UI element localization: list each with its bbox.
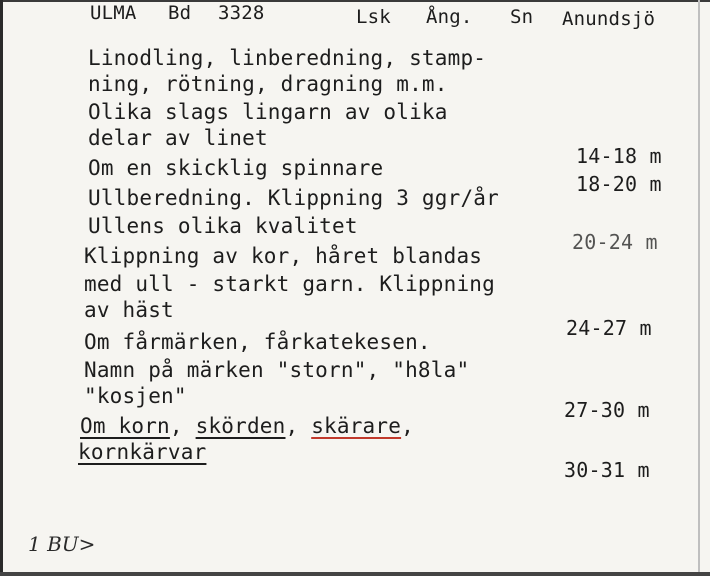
header-code: ULMA [90, 2, 137, 24]
body-line: Namn på märken "storn", "h8la" [84, 358, 470, 382]
body-line: Ullberedning. Klippning 3 ggr/år [88, 186, 499, 210]
page-reference: 18-20 m [576, 172, 662, 196]
separator: , [401, 414, 414, 438]
header-socken-label: Sn [510, 6, 534, 28]
underlined-term-red: skärare [311, 414, 402, 438]
body-line: av häst [84, 298, 174, 322]
body-line: Om en skicklig spinnare [88, 156, 384, 180]
card-right-edge [698, 0, 700, 576]
body-line-underlined [80, 414, 414, 438]
body-line: "kosjen" [84, 384, 187, 408]
body-line: delar av linet [88, 126, 268, 150]
underlined-term: skörden [195, 414, 286, 438]
separator: , [285, 414, 312, 438]
separator: , [169, 414, 196, 438]
page-reference: 20-24 m [572, 230, 658, 254]
body-line: ning, rötning, dragning m.m. [88, 72, 448, 96]
header-province: Ång. [426, 6, 473, 28]
underlined-term: Om korn [80, 414, 170, 438]
header-parish: Anundsjö [562, 8, 656, 30]
header-landskap: Lsk [356, 6, 391, 28]
card-left-edge [0, 0, 3, 576]
card-bottom-edge [0, 572, 710, 576]
page-reference: 30-31 m [564, 458, 650, 482]
body-line: Olika slags lingarn av olika [88, 100, 448, 124]
body-line: Klippning av kor, håret blandas [84, 244, 483, 268]
header-volume: Bd [168, 2, 192, 24]
header-number: 3328 [218, 2, 265, 24]
page-reference: 24-27 m [566, 316, 652, 340]
body-line: med ull - starkt garn. Klippning [84, 272, 495, 296]
page-reference: 27-30 m [564, 398, 650, 422]
underlined-term: kornkärvar [78, 440, 207, 464]
handwritten-note: 1 BU> [28, 532, 96, 556]
body-line: Om fårmärken, fårkatekesen. [84, 330, 431, 354]
body-line-underlined [78, 440, 206, 464]
body-line: Linodling, linberedning, stamp- [88, 46, 487, 70]
body-line: Ullens olika kvalitet [88, 214, 358, 238]
page-reference: 14-18 m [576, 144, 662, 168]
